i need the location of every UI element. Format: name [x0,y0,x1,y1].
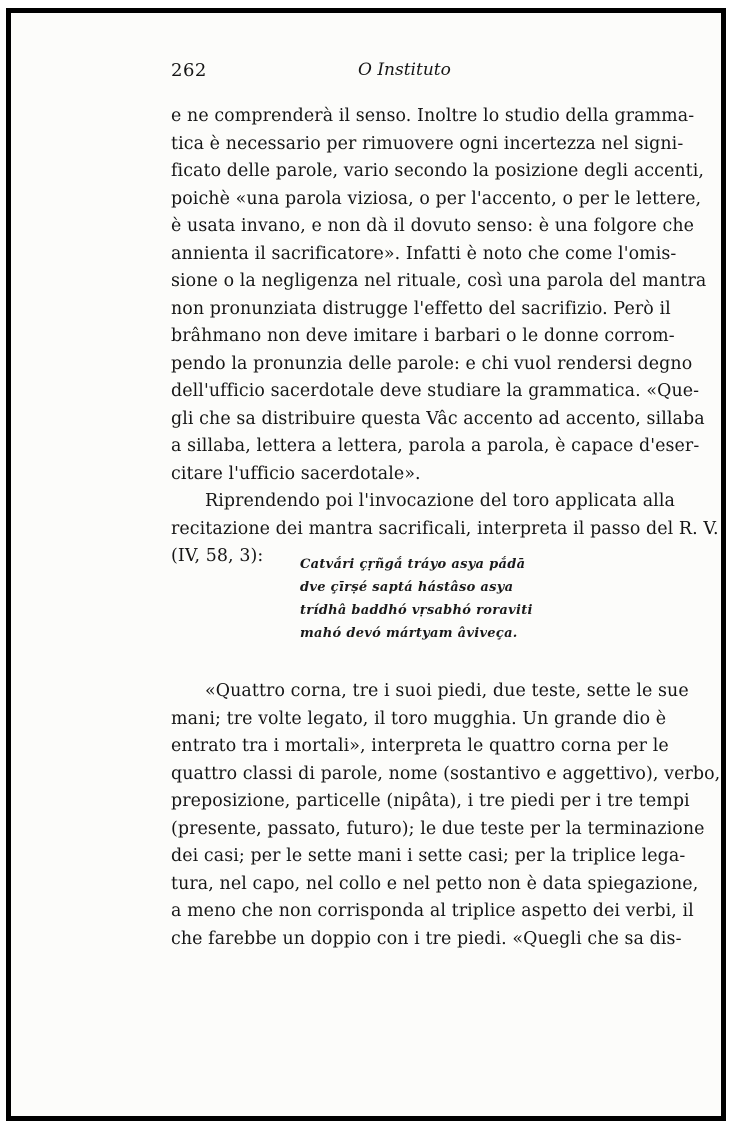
running-title: O Instituto [358,60,451,80]
verse-line: mahó devó mártyam âviveça. [300,626,518,641]
text-line: sione o la negligenza nel rituale, così una parola del mantra [171,271,707,291]
text-line: «Quattro corna, tre i suoi piedi, due teste, sette le sue [205,681,689,701]
text-line: dei casi; per le sette mani i sette casi; per la triplice lega- [171,846,686,866]
paragraph-grammar [171,103,707,488]
text-line: gli che sa distribuire questa Vâc accento ad accento, sillaba [171,408,705,429]
text-line: (presente, passato, futuro); le due teste per la terminazione [171,818,705,839]
main-text-upper [171,103,719,571]
text-line: brâhmano non deve imitare i barbari o le donne corrom- [171,326,675,346]
text-line: non pronunziata distrugge l'effetto del sacrifizio. Però il [171,298,671,319]
text-line: citare l'ufficio sacerdotale». [171,463,421,484]
text-line: dell'ufficio sacerdotale deve studiare la grammatica. «Que- [171,381,700,401]
text-line: recitazione dei mantra sacrificali, interpreta il passo del R. V. [171,518,719,539]
text-line: mani; tre volte legato, il toro mugghia. Un grande dio è [171,708,667,729]
verse-line: Catvắri çṛñgắ tráyo asya pắdā [300,557,526,572]
text-line: che farebbe un doppio con i tre piedi. «Quegli che sa dis- [171,928,682,949]
page-number: 262 [171,60,207,81]
text-line: tura, nel capo, nel collo e nel petto non è data spiegazione, [171,873,699,894]
text-line: tica è necessario per rimuovere ogni incertezza nel signi- [171,133,684,154]
text-line: entrato tra i mortali», interpreta le quattro corna per le [171,736,669,756]
text-line: annienta il sacrificatore». Infatti è noto che come l'omis- [171,243,677,264]
text-line: e ne comprenderà il senso. Inoltre lo studio della gramma- [171,106,695,126]
sanskrit-verse [300,553,533,645]
verse-line: dve çīrṣé saptá hástâso asya [300,580,514,595]
text-line: preposizione, particelle (nipâta), i tre piedi per i tre tempi [171,791,690,811]
text-line: ficato delle parole, vario secondo la posizione degli accenti, [171,161,705,181]
text-line: a sillaba, lettera a lettera, parola a parola, è capace d'eser- [171,436,700,456]
text-line: pendo la pronunzia delle parole: e chi vuol rendersi degno [171,353,693,374]
text-line: quattro classi di parole, nome (sostantivo e aggettivo), verbo, [171,763,721,784]
text-line: Riprendendo poi l'invocazione del toro applicata alla [205,491,675,511]
text-line: (IV, 58, 3): [171,546,264,566]
text-line: a meno che non corrisponda al triplice aspetto dei verbi, il [171,901,694,921]
main-text-lower [171,678,721,953]
text-line: è usata invano, e non dà il dovuto senso: è una folgore che [171,216,695,236]
verse-line: trídhâ baddhó vṛsabhó roraviti [300,603,533,618]
paragraph-interpretation [171,678,721,953]
text-line: poichè «una parola viziosa, o per l'accento, o per le lettere, [171,188,702,209]
